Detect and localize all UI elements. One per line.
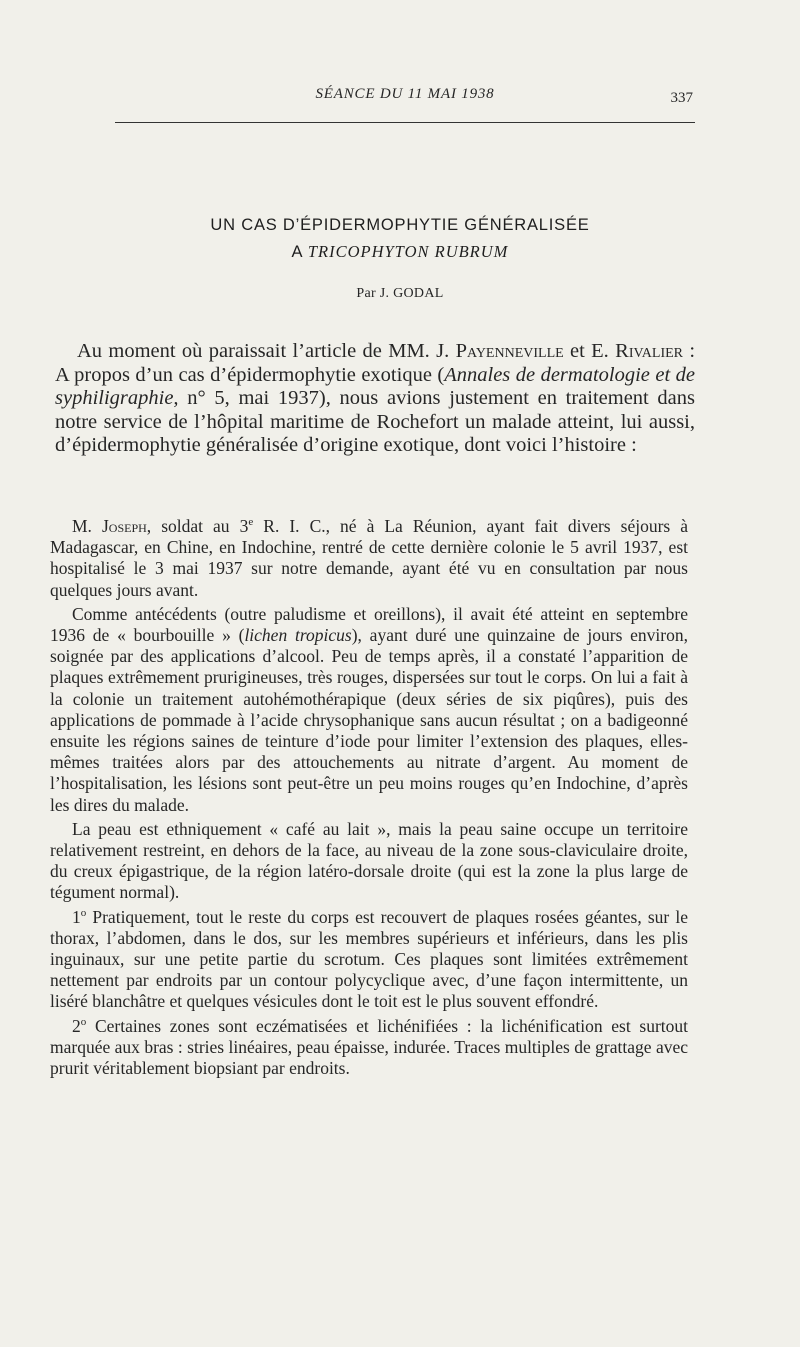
intro-text-3: : A propos d’un cas d’épidermophytie exotique (: [55, 340, 696, 386]
p2-italic: lichen tropicus: [244, 625, 352, 646]
p4-text: Pratiquement, tout le reste du corps est recouvert de plaques rosées géantes, sur le thorax, l’abdomen, dans le dos, sur les membres supérieurs et inférieurs, dans les plis inguinaux, sur une petite partie du scrotum. Ces plaques sont limitées extrêmement nettement par endroits par un contour polycyclique avec, d’une façon intermittente, un liséré blanchâtre et quelques vésicules dont le toit est le plus souvent effondré.: [50, 906, 689, 1012]
page-number: 337: [670, 90, 693, 106]
p4-num: 1: [72, 906, 81, 927]
case-report: [50, 516, 688, 1082]
p4-sup: o: [80, 906, 87, 919]
p1-pre: M.: [72, 516, 92, 536]
case-paragraph-4: [50, 907, 688, 1013]
p1-text-a: soldat au 3: [161, 516, 249, 536]
p1-sup: e: [248, 516, 254, 529]
case-paragraph-1: [50, 516, 688, 601]
case-paragraph-3: La peau est ethniquement « café au lait », mais la peau saine occupe un territoire relativement restreint, en dehors de la face, au niveau de la zone sous-claviculaire droite, du creux épigastrique, de la région latéro-dorsale droite (qui est la zone la plus large de tégument normal).: [50, 818, 688, 903]
title-prefix: A: [291, 243, 303, 261]
title-organism: TRICOPHYTON RUBRUM: [307, 242, 509, 261]
intro-text-4: n° 5, mai 1937), nous avions justement en traitement dans notre service de l’hôpital maritime de Rochefort un malade atteint, lui aussi, d’épidermophytie généralisée d’origine exotique, dont voici l’histoire :: [55, 387, 696, 457]
intro-journal: Annales de dermatologie et de syphiligraphie,: [55, 363, 695, 410]
p5-sup: o: [80, 1015, 87, 1028]
p1-text-b: R. I. C., né à La Réunion, ayant fait divers séjours à Madagascar, en Chine, en Indochine, rentré de cette dernière colonie le 5 avril 1937, est hospitalisé le 3 mai 1937 sur notre demande, ayant été vu en consultation par nous quelques jours avant.: [50, 516, 689, 600]
article-title-line-1: UN CAS D’ÉPIDERMOPHYTIE GÉNÉRALISÉE: [210, 216, 590, 234]
intro-text-1: Au moment où paraissait l’article de MM. J.: [77, 340, 450, 362]
intro-author-2: Rivalier: [615, 340, 684, 362]
patient-name: Joseph,: [101, 516, 152, 536]
case-paragraph-2: [50, 604, 688, 816]
intro-text-2: et E.: [570, 340, 609, 362]
author-byline: Par J. GODAL: [356, 286, 444, 301]
intro-paragraph: [55, 340, 695, 458]
p2-text-a: Comme antécédents (outre paludisme et oreillons), il avait été atteint en septembre 1936 de « bourbouille » (: [50, 603, 688, 646]
case-paragraph-5: [50, 1016, 688, 1080]
p5-text: Certaines zones sont eczématisées et lichénifiées : la lichénification est surtout marquée aux bras : stries linéaires, peau épaisse, indurée. Traces multiples de grattage avec prurit véritablement biopsiant par endroits.: [50, 1015, 688, 1079]
article-title-line-2: [80, 242, 720, 262]
running-header: [115, 86, 695, 123]
running-title: SÉANCE DU 11 MAI 1938: [315, 86, 495, 102]
p2-text-b: ), ayant duré une quinzaine de jours environ, soignée par des applications d’alcool. Peu de temps après, il a constaté l’apparition de plaques extrêmement prurigineuses, très rouges, dispersées sur tout le corps. On lui a fait à la colonie un traitement autohémothérapique (deux séries de six piqûres), puis des applications de pommade à l’acide chrysophanique sans aucun résultat ; on a badigeonné ensuite les régions saines de teinture d’iode pour limiter l’extension des plaques, elles-mêmes traitées alors par des attouchements au nitrate d’argent. Au moment de l’hospitalisation, les lésions sont peut-être un peu moins rouges qu’en Indochine, d’après les dires du malade.: [50, 625, 689, 815]
intro-author-1: Payenneville: [455, 340, 564, 362]
p5-num: 2: [72, 1015, 81, 1036]
